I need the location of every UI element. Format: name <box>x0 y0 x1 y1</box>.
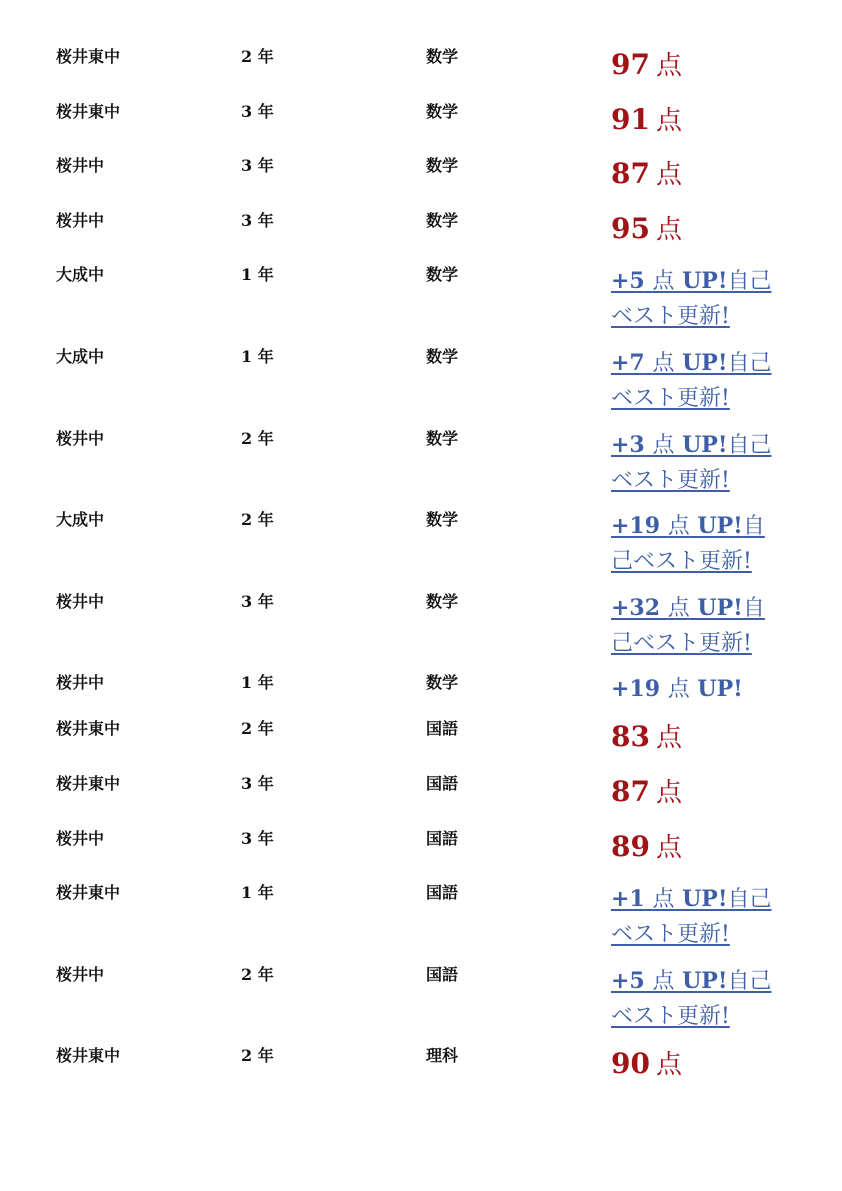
improvement-unit: 点 <box>652 968 675 994</box>
grade: 3 年 <box>241 828 274 848</box>
subject: 数学 <box>426 346 459 366</box>
improvement-points: +19 <box>611 513 661 540</box>
grade: 3 年 <box>241 101 274 121</box>
improvement-up-label: UP! <box>682 967 728 994</box>
score-value: 87 <box>611 157 650 191</box>
grade: 3 年 <box>241 156 274 176</box>
personal-best-text: 自己ベスト更新! <box>611 595 765 656</box>
subject: 数学 <box>426 47 459 66</box>
school-name: 桜井東中 <box>56 101 121 121</box>
personal-best-text: 自己ベスト更新! <box>611 887 772 948</box>
grade: 1 年 <box>241 265 274 285</box>
personal-best-text: 自己ベスト更新! <box>611 514 765 575</box>
personal-best-text: 自己ベスト更新! <box>611 968 772 1029</box>
improvement-up-label: UP! <box>697 513 743 540</box>
score-value: 90 <box>611 1047 650 1081</box>
score <box>611 1003 811 1081</box>
improvement-up-label: UP! <box>697 594 743 621</box>
grade: 2 年 <box>241 428 274 448</box>
result-row <box>0 304 842 411</box>
subject: 理科 <box>426 1046 459 1066</box>
subject: 数学 <box>426 210 459 230</box>
school-name: 桜井中 <box>56 156 105 176</box>
subject: 国語 <box>426 964 459 984</box>
result-row <box>0 4 842 81</box>
improvement-unit: 点 <box>652 887 675 913</box>
improvement-points: +32 <box>611 594 661 621</box>
personal-best-text: 自己ベスト更新! <box>611 350 772 411</box>
grade: 2 年 <box>241 510 274 530</box>
grade: 3 年 <box>241 210 274 230</box>
improvement-unit: 点 <box>667 677 690 703</box>
school-name: 桜井東中 <box>56 883 121 903</box>
grade: 2 年 <box>241 1046 274 1066</box>
subject: 数学 <box>426 673 459 693</box>
improvement-points: +1 <box>611 886 645 913</box>
improvement-unit: 点 <box>652 350 675 376</box>
subject: 数学 <box>426 156 459 176</box>
improvement-up-label: UP! <box>682 349 728 376</box>
subject: 国語 <box>426 828 459 848</box>
school-name: 大成中 <box>56 510 105 530</box>
improvement-unit: 点 <box>667 514 690 540</box>
result-row <box>0 630 842 703</box>
improvement-points: +5 <box>611 268 645 295</box>
school-name: 桜井東中 <box>56 1046 121 1066</box>
grade: 1 年 <box>241 883 274 903</box>
school-name: 桜井中 <box>56 964 105 984</box>
score-value: 83 <box>611 720 650 754</box>
score-unit: 点 <box>655 777 682 808</box>
school-name: 桜井中 <box>56 428 105 448</box>
score-unit: 点 <box>655 160 682 191</box>
score-unit: 点 <box>655 105 682 136</box>
score-unit: 点 <box>655 51 682 81</box>
result-row <box>0 549 842 656</box>
grade: 1 年 <box>241 673 274 693</box>
grade: 1 年 <box>241 346 274 366</box>
score-value: 89 <box>611 829 650 863</box>
score-value: 95 <box>611 211 650 245</box>
school-name: 桜井中 <box>56 210 105 230</box>
school-name: 大成中 <box>56 346 105 366</box>
improvement-up-label: UP! <box>697 676 743 703</box>
school-name: 桜井東中 <box>56 47 121 66</box>
subject: 国語 <box>426 773 459 793</box>
score-unit: 点 <box>655 1050 682 1081</box>
improvement-points: +19 <box>611 676 661 703</box>
score-value: 87 <box>611 774 650 808</box>
result-row <box>0 786 842 863</box>
school-name: 桜井東中 <box>56 773 121 793</box>
score-value: 97 <box>611 48 650 81</box>
result-row <box>0 168 842 245</box>
subject: 数学 <box>426 101 459 121</box>
school-name: 大成中 <box>56 265 105 285</box>
improvement-points: +5 <box>611 967 645 994</box>
improvement-up-label: UP! <box>682 886 728 913</box>
result-row <box>0 676 842 754</box>
result-row <box>0 113 842 191</box>
subject: 数学 <box>426 510 459 530</box>
grade: 2 年 <box>241 719 274 739</box>
school-name: 桜井中 <box>56 828 105 848</box>
grade: 3 年 <box>241 591 274 611</box>
improvement-unit: 点 <box>652 269 675 295</box>
grade: 3 年 <box>241 773 274 793</box>
result-row <box>0 222 842 330</box>
school-name: 桜井中 <box>56 673 105 693</box>
result-row <box>0 1003 842 1081</box>
subject: 国語 <box>426 719 459 739</box>
improvement-unit: 点 <box>667 595 690 621</box>
grade: 2 年 <box>241 47 274 66</box>
school-name: 桜井中 <box>56 591 105 611</box>
result-row <box>0 467 842 575</box>
personal-best-text: 自己ベスト更新! <box>611 432 772 493</box>
score-value: 91 <box>611 102 650 136</box>
result-row <box>0 922 842 1029</box>
improvement-points: +7 <box>611 349 645 376</box>
result-row <box>0 59 842 136</box>
improvement-up-label: UP! <box>682 431 728 458</box>
result-row <box>0 731 842 808</box>
subject: 数学 <box>426 591 459 611</box>
score-unit: 点 <box>655 832 682 863</box>
score-unit: 点 <box>655 723 682 754</box>
personal-best-text: 自己ベスト更新! <box>611 269 772 330</box>
result-row <box>0 386 842 493</box>
subject: 国語 <box>426 883 459 903</box>
improvement-unit: 点 <box>652 432 675 458</box>
result-row <box>0 840 842 948</box>
improvement-up-label: UP! <box>682 268 728 295</box>
grade: 2 年 <box>241 964 274 984</box>
subject: 数学 <box>426 428 459 448</box>
score-unit: 点 <box>655 214 682 245</box>
school-name: 桜井東中 <box>56 719 121 739</box>
subject: 数学 <box>426 265 459 285</box>
improvement-points: +3 <box>611 431 645 458</box>
